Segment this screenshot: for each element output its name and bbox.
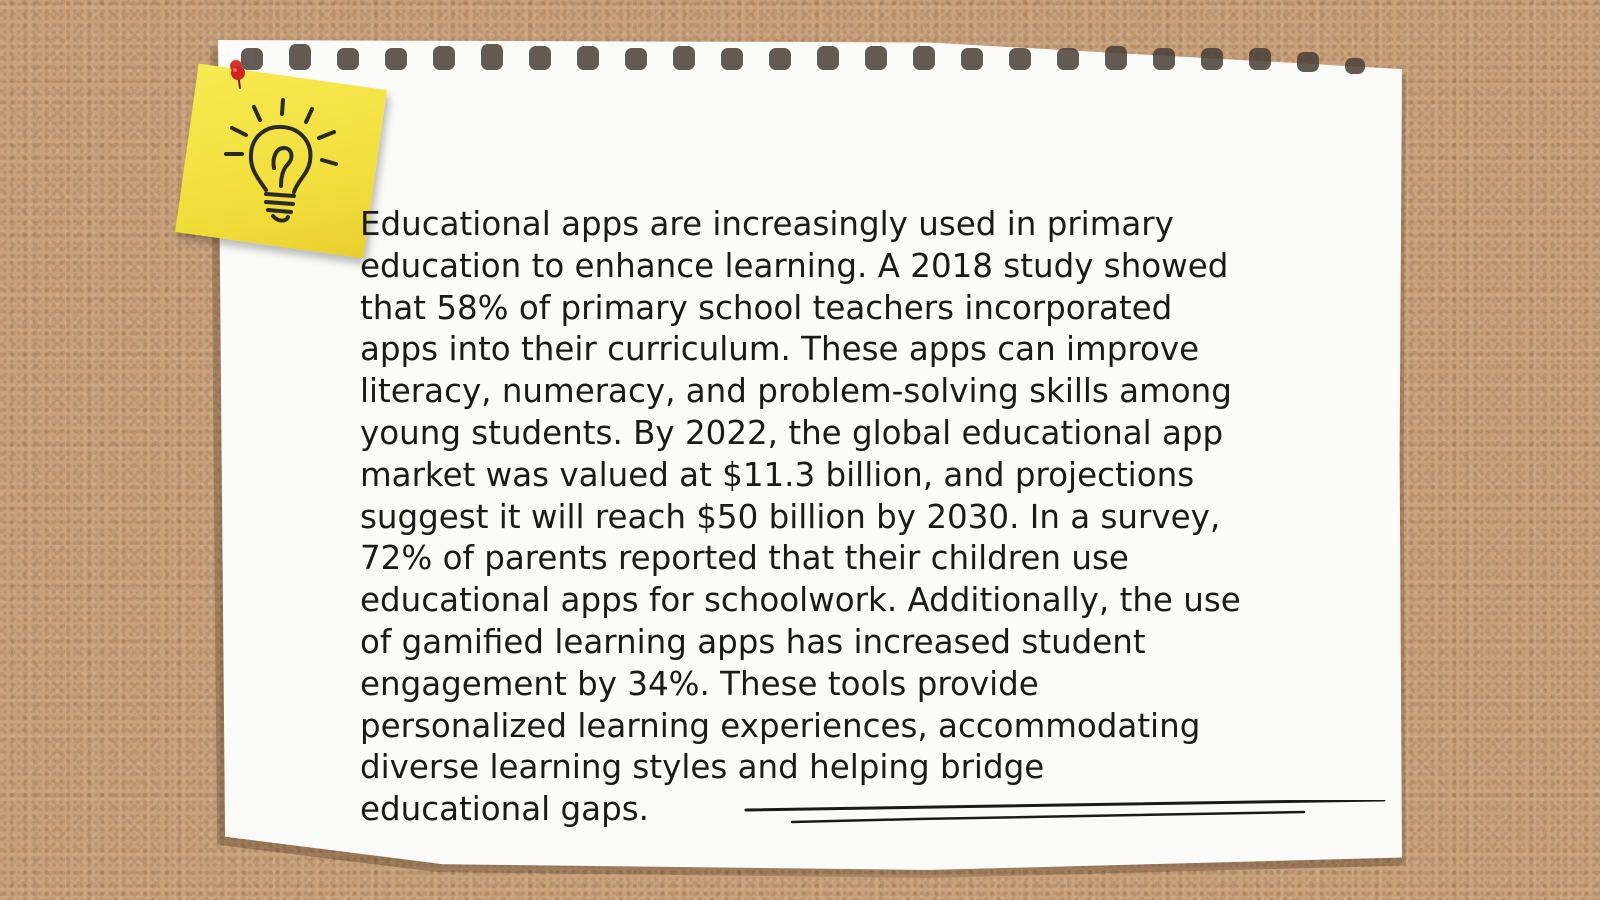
underline-scribble <box>740 800 1390 840</box>
lightbulb-icon <box>218 90 348 230</box>
pushpin-icon <box>226 58 252 92</box>
body-paragraph: Educational apps are increasingly used in primary education to enhance learning. A 2018 study showed that 58% of primary school teachers incorporated apps into their curriculum. These apps can improve literacy, numeracy, and problem-solving skills among young students. By 2022, the global educational app market was valued at $11.3 billion, and projections suggest it will reach $50 billion by 2030. In a survey, 72% of parents reported that their children use educational apps for schoolwork. Additionally, the use of gamified learning apps has increased student engagement by 34%. These tools provide personalized learning experiences, accommodating diverse learning styles and helping bridge educational gaps. <box>360 205 1241 829</box>
